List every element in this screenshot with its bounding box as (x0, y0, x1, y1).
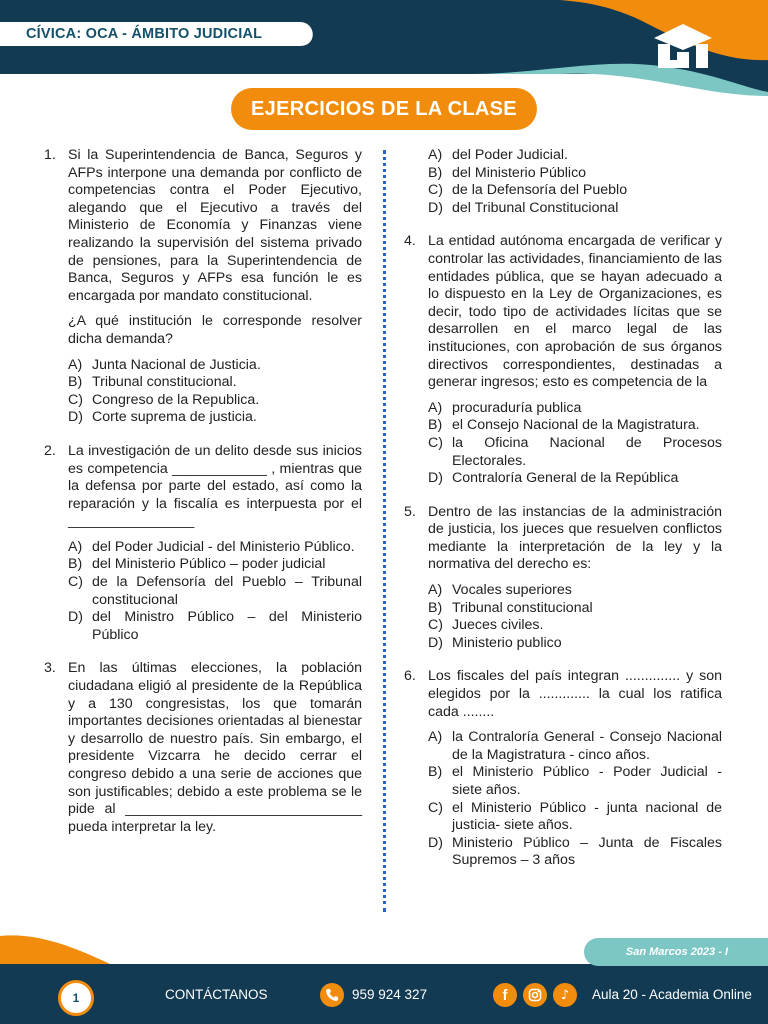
instagram-icon[interactable] (523, 983, 547, 1007)
option-b (428, 165, 722, 183)
phone-icon[interactable] (320, 983, 344, 1007)
option-letter: A) (428, 582, 443, 599)
option-text: de la Defensoría del Pueblo – Tribunal constitucional (92, 574, 362, 608)
option-a (68, 539, 362, 557)
column-divider (383, 150, 386, 912)
option-text: la Contraloría General - Consejo Nacional de la Magistratura - cinco años. (452, 729, 722, 763)
option-text: Tribunal constitucional (452, 599, 593, 616)
option-b (428, 417, 722, 435)
phone-number[interactable]: 959 924 327 (352, 987, 428, 1002)
section-banner: EJERCICIOS DE LA CLASE (231, 88, 537, 130)
option-c (428, 800, 722, 835)
option-letter: A) (68, 538, 83, 555)
option-letter: C) (428, 799, 443, 816)
edition-label: San Marcos 2023 - I (584, 938, 768, 966)
option-a (428, 400, 722, 418)
option-letter: B) (68, 556, 83, 573)
option-letter: A) (428, 399, 443, 416)
question-stem: Dentro de las instancias de la administración de justicia, los jueces que resuelven conflictos mediante la interpretación de la ley y la normativa del derecho es: (428, 503, 722, 573)
option-d (428, 470, 722, 488)
contact-label: CONTÁCTANOS (165, 987, 268, 1002)
option-list (428, 729, 722, 870)
option-text: del Tribunal Constitucional (452, 199, 619, 216)
question-6 (404, 668, 722, 870)
facebook-icon[interactable]: f (493, 983, 517, 1007)
option-text: del Poder Judicial - del Ministerio Público. (92, 538, 355, 555)
question-stem: En las últimas elecciones, la población ciudadana eligió al presidente de la República y a 130 congresistas, los que tomarán importantes decisiones orientadas al bienestar y desarrollo de nuestro país. Sin embargo, el presidente Vizcarra he decido cerrar el congreso debido a una serie de acciones que son justificables; debido a este problema se le pide al ______________________________ pueda interpretar la ley. (68, 660, 362, 835)
option-d (68, 609, 362, 644)
option-letter: B) (428, 417, 443, 434)
option-text: Corte suprema de justicia. (92, 409, 257, 426)
option-text: Ministerio Público – Junta de Fiscales Supremos – 3 años (452, 834, 722, 869)
question-stem: La investigación de un delito desde sus inicios es competencia ____________ , mientras que la defensa por parte del estado, así como la reparación y la fiscalía es interpuesta por el ________________ (68, 442, 362, 530)
option-text: del Ministerio Público – poder judicial (92, 556, 326, 573)
option-text: Vocales superiores (452, 582, 572, 599)
option-c (68, 574, 362, 609)
option-d (428, 835, 722, 870)
option-letter: C) (428, 182, 443, 199)
option-b (428, 600, 722, 618)
question-prompt: ¿A qué institución le corresponde resolver dicha demanda? (68, 313, 362, 347)
option-text: el Consejo Nacional de la Magistratura. (452, 417, 700, 434)
option-a (428, 147, 722, 165)
option-text: la Oficina Nacional de Procesos Electorales. (452, 434, 722, 469)
question-number: 5. (404, 503, 416, 520)
option-letter: B) (428, 764, 443, 781)
question-stem: La entidad autónoma encargada de verificar y controlar las actividades, financiamiento de las entidades pública, que se hayan adecuado a lo dispuesto en la Ley de Organizaciones, es decir, todo tipo de actividades lícitas que se desarrollen en el marco legal de las instituciones, con aprobación de sus órganos directivos correspondientes, destinadas a generar ingresos; esto es competencia de la (428, 233, 722, 391)
option-letter: D) (428, 470, 443, 487)
option-text: procuraduría publica (452, 399, 582, 416)
option-letter: D) (68, 409, 83, 426)
question-number: 6. (404, 668, 416, 685)
question-number: 3. (44, 660, 56, 677)
option-letter: C) (428, 434, 443, 451)
option-d (428, 635, 722, 653)
option-letter: D) (68, 609, 83, 626)
option-c (68, 392, 362, 410)
question-5 (404, 504, 722, 653)
question-number: 4. (404, 233, 416, 250)
option-letter: A) (68, 356, 83, 373)
option-text: del Ministerio Público (452, 164, 587, 181)
option-text: de la Defensoría del Pueblo (452, 182, 628, 199)
option-text: del Poder Judicial. (452, 147, 568, 163)
option-text: del Ministro Público – del Ministerio Público (92, 609, 362, 643)
option-letter: C) (68, 391, 83, 408)
question-3 (44, 660, 362, 836)
question-number: 1. (44, 147, 56, 163)
option-letter: D) (428, 199, 443, 216)
option-a (68, 357, 362, 375)
option-list (428, 582, 722, 652)
option-letter: A) (428, 729, 443, 746)
option-text: Ministerio publico (452, 634, 562, 651)
page-number: 1 (58, 980, 94, 1016)
option-list (68, 357, 362, 427)
option-letter: B) (68, 374, 83, 391)
question-stem: Si la Superintendencia de Banca, Seguros y AFPs interpone una demanda por conflicto de competencias contra el Poder Ejecutivo, alegando que el Ejecutivo a través del Ministerio de Economía y Finanzas viene realizando la supervisión del sistema privado de pensiones, para la Superintendencia de Banca, Seguros y AFPs esa función le es encargada por mandato constitucional. (68, 147, 362, 304)
brand-name: Aula 20 - Academia Online (592, 987, 752, 1002)
question-stem: Los fiscales del país integran .............. y son elegidos por la ............. la cual los ratifica cada ........ (428, 668, 722, 720)
option-letter: B) (428, 599, 443, 616)
question-4 (404, 233, 722, 487)
graduation-cap-logo-icon (650, 20, 716, 72)
option-text: el Ministerio Público - Poder Judicial - siete años. (452, 764, 722, 798)
question-number: 2. (44, 442, 56, 459)
option-b (68, 556, 362, 574)
option-b (68, 374, 362, 392)
option-c (428, 435, 722, 470)
option-text: Junta Nacional de Justicia. (92, 356, 261, 373)
option-a (428, 729, 722, 764)
question-2 (44, 443, 362, 645)
option-list (68, 539, 362, 645)
option-letter: A) (428, 147, 443, 163)
option-d (428, 200, 722, 218)
option-letter: B) (428, 164, 443, 181)
option-b (428, 764, 722, 799)
option-text: Contraloría General de la República (452, 470, 679, 487)
option-list (428, 400, 722, 488)
option-letter: D) (428, 634, 443, 651)
option-letter: C) (428, 617, 443, 634)
option-letter: D) (428, 834, 443, 851)
question-1 (44, 147, 362, 427)
right-column (404, 147, 722, 886)
option-text: Tribunal constitucional. (92, 374, 237, 391)
course-title: CÍVICA: OCA - ÁMBITO JUDICIAL (26, 26, 263, 42)
option-text: Jueces civiles. (452, 617, 544, 634)
option-letter: C) (68, 574, 83, 591)
option-a (428, 582, 722, 600)
option-text: Congreso de la Republica. (92, 391, 260, 408)
option-text: el Ministerio Público - junta nacional de justicia- siete años. (452, 799, 722, 834)
question-3-options (428, 147, 722, 217)
option-c (428, 617, 722, 635)
left-column (44, 147, 362, 852)
option-d (68, 409, 362, 427)
footer-background (0, 920, 768, 1024)
option-c (428, 182, 722, 200)
tiktok-icon[interactable]: ♪ (553, 983, 577, 1007)
